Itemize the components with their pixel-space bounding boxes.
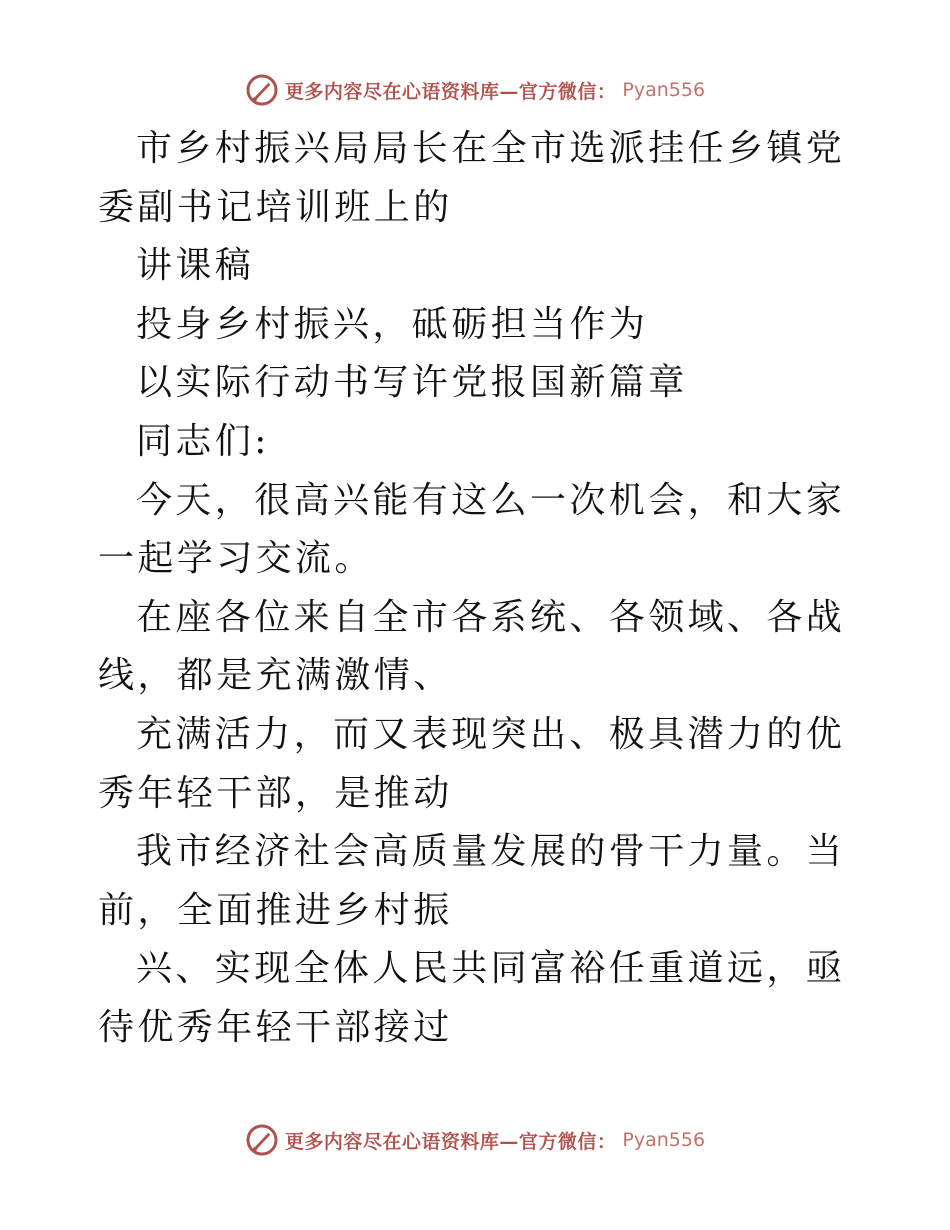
paragraph-body: 在座各位来自全市各系统、各领域、各战线，都是充满激情、 xyxy=(98,596,846,697)
footer-watermark xyxy=(0,1118,950,1162)
watermark-text: 更多内容尽在心语资料库—官方微信： xyxy=(284,1130,617,1153)
paragraph-title-line: 市乡村振兴局局长在全市选派挂任乡镇党委副书记培训班上的 xyxy=(98,128,846,228)
paragraph-salutation: 同志们: xyxy=(136,420,270,462)
paragraph-body: 今天，很高兴能有这么一次机会，和大家一起学习交流。 xyxy=(98,479,846,580)
header-watermark xyxy=(0,68,950,112)
paragraph-body: 我市经济社会高质量发展的骨干力量。当前，全面推进乡村振 xyxy=(98,831,846,931)
paragraph-body: 充满活力，而又表现突出、极具潜力的优秀年轻干部，是推动 xyxy=(98,713,846,814)
watermark-wechat-id: Pyan556 xyxy=(622,1129,706,1151)
paragraph-heading-2: 以实际行动书写许党报国新篇章 xyxy=(136,362,688,404)
watermark-wechat-id: Pyan556 xyxy=(622,79,706,101)
paragraph-heading-1: 投身乡村振兴，砥砺担当作为 xyxy=(136,303,649,345)
paragraph-body: 兴、实现全体人民共同富裕任重道远，亟待优秀年轻干部接过 xyxy=(98,948,846,1048)
quill-logo-icon xyxy=(245,73,279,107)
quill-logo-icon xyxy=(245,1123,279,1157)
document-body xyxy=(98,120,858,1058)
watermark-text: 更多内容尽在心语资料库—官方微信： xyxy=(284,80,617,103)
paragraph-title-suffix: 讲课稿 xyxy=(136,245,255,287)
